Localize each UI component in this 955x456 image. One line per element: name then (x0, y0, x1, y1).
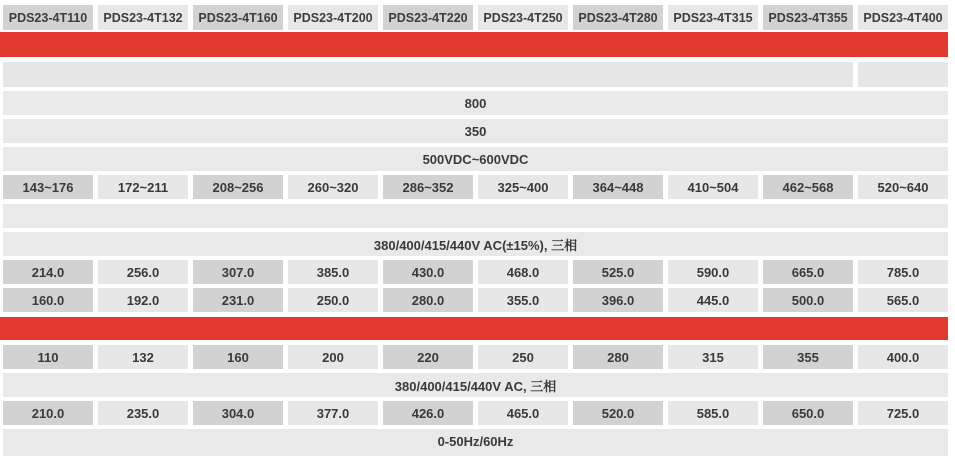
red-divider-bar-middle (0, 317, 948, 340)
power-row (3, 345, 948, 369)
model-header-cell: PDS23-4T355 (763, 5, 853, 30)
value-cell: 426.0 (383, 401, 473, 425)
value-cell: 385.0 (288, 260, 378, 284)
value-cell: 585.0 (668, 401, 758, 425)
merged-row-800: 800 (3, 91, 948, 115)
model-header-cell: PDS23-4T110 (3, 5, 93, 30)
current-row-1 (3, 260, 948, 284)
empty-merged-row (3, 204, 948, 228)
model-header-cell: PDS23-4T250 (478, 5, 568, 30)
value-cell: 220 (383, 345, 473, 369)
value-cell: 210.0 (3, 401, 93, 425)
model-header-cell: PDS23-4T160 (193, 5, 283, 30)
model-header-cell: PDS23-4T220 (383, 5, 473, 30)
value-cell: 110 (3, 345, 93, 369)
model-header-cell: PDS23-4T200 (288, 5, 378, 30)
value-cell: 465.0 (478, 401, 568, 425)
value-cell: 260~320 (288, 175, 378, 199)
dc-current-range-row (3, 175, 948, 199)
value-cell: 250.0 (288, 288, 378, 312)
empty-row-split (3, 62, 948, 87)
value-cell: 565.0 (858, 288, 948, 312)
value-cell: 725.0 (858, 401, 948, 425)
value-cell: 525.0 (573, 260, 663, 284)
value-cell: 355.0 (478, 288, 568, 312)
model-header-cell: PDS23-4T400 (858, 5, 948, 30)
value-cell: 355 (763, 345, 853, 369)
empty-merged-cell (3, 62, 853, 87)
value-cell: 396.0 (573, 288, 663, 312)
value-cell: 160 (193, 345, 283, 369)
value-cell: 500.0 (763, 288, 853, 312)
value-cell: 400.0 (858, 345, 948, 369)
value-cell: 132 (98, 345, 188, 369)
value-cell: 462~568 (763, 175, 853, 199)
model-header-row (3, 5, 948, 30)
value-cell: 377.0 (288, 401, 378, 425)
merged-row-dc-voltage: 500VDC~600VDC (3, 147, 948, 171)
value-cell: 665.0 (763, 260, 853, 284)
value-cell: 364~448 (573, 175, 663, 199)
value-cell: 304.0 (193, 401, 283, 425)
model-header-cell: PDS23-4T280 (573, 5, 663, 30)
value-cell: 143~176 (3, 175, 93, 199)
model-header-cell: PDS23-4T132 (98, 5, 188, 30)
model-header-cell: PDS23-4T315 (668, 5, 758, 30)
empty-last-cell (858, 62, 948, 87)
value-cell: 200 (288, 345, 378, 369)
value-cell: 280.0 (383, 288, 473, 312)
value-cell: 307.0 (193, 260, 283, 284)
merged-row-frequency: 0-50Hz/60Hz (3, 429, 948, 456)
value-cell: 785.0 (858, 260, 948, 284)
value-cell: 325~400 (478, 175, 568, 199)
merged-row-350: 350 (3, 119, 948, 143)
value-cell: 445.0 (668, 288, 758, 312)
value-cell: 468.0 (478, 260, 568, 284)
value-cell: 590.0 (668, 260, 758, 284)
value-cell: 520~640 (858, 175, 948, 199)
value-cell: 256.0 (98, 260, 188, 284)
value-cell: 235.0 (98, 401, 188, 425)
current-row-3 (3, 401, 948, 425)
value-cell: 280 (573, 345, 663, 369)
value-cell: 214.0 (3, 260, 93, 284)
value-cell: 520.0 (573, 401, 663, 425)
value-cell: 650.0 (763, 401, 853, 425)
red-divider-bar-top (0, 32, 948, 57)
value-cell: 286~352 (383, 175, 473, 199)
value-cell: 250 (478, 345, 568, 369)
value-cell: 410~504 (668, 175, 758, 199)
value-cell: 231.0 (193, 288, 283, 312)
value-cell: 315 (668, 345, 758, 369)
value-cell: 430.0 (383, 260, 473, 284)
current-row-2 (3, 288, 948, 312)
value-cell: 160.0 (3, 288, 93, 312)
value-cell: 172~211 (98, 175, 188, 199)
value-cell: 192.0 (98, 288, 188, 312)
merged-row-ac-output: 380/400/415/440V AC, 三相 (3, 373, 948, 397)
merged-row-ac-input: 380/400/415/440V AC(±15%), 三相 (3, 232, 948, 256)
value-cell: 208~256 (193, 175, 283, 199)
